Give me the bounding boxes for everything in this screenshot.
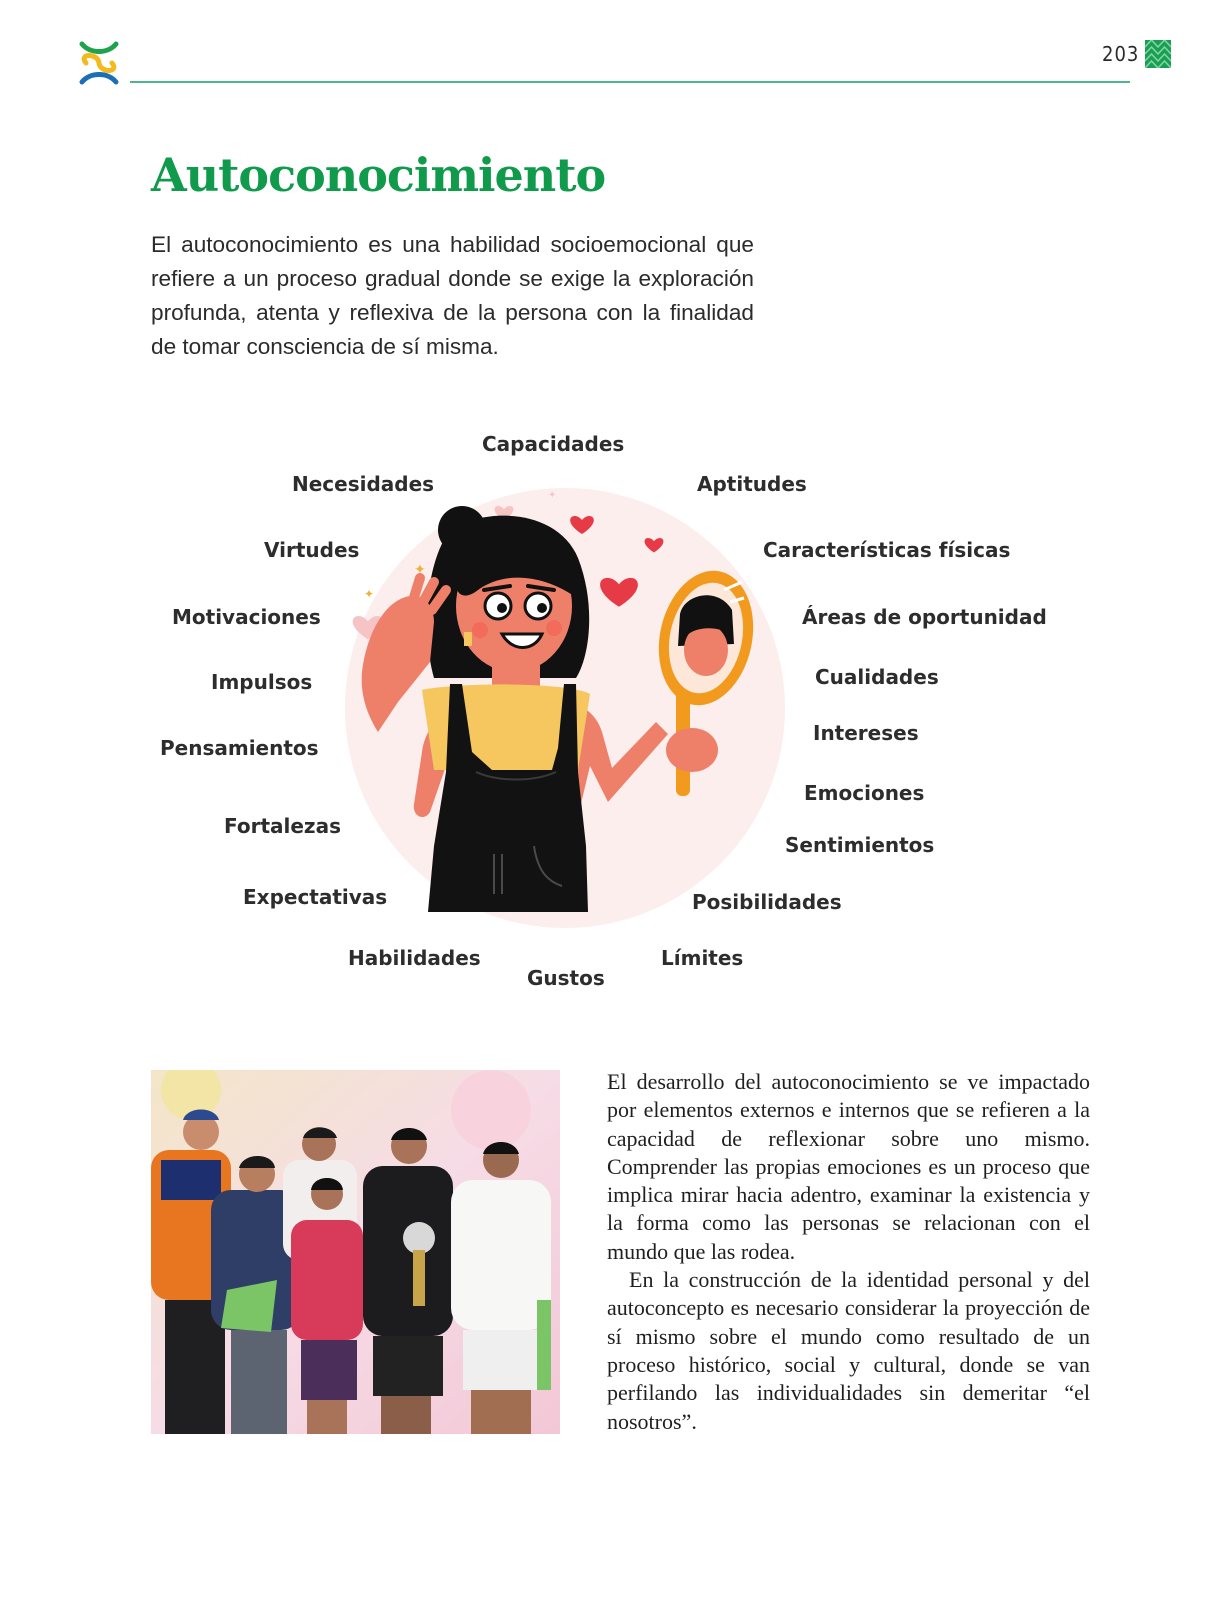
diagram-word: Aptitudes (697, 472, 807, 496)
pattern-tile-icon (1145, 40, 1171, 68)
diagram-word: Expectativas (243, 885, 388, 909)
intro-paragraph: El autoconocimiento es una habilidad socioemocional que refiere a un proceso gradual donde se exige la exploración profunda, atenta y reflexiva de la persona con la finalidad de tomar consciencia de sí misma. (151, 232, 754, 359)
diagram-word: Límites (661, 946, 744, 970)
book-logo-icon (76, 40, 122, 86)
diagram-word: Posibilidades (692, 890, 842, 914)
diagram-word: Habilidades (348, 946, 481, 970)
body-paragraph: El desarrollo del autoconocimiento se ve impactado por elementos externos e internos que se refieren a la capacidad de reflexionar sobre uno mismo. Comprender las propias emociones es un proceso que implica mirar hacia adentro, examinar la existencia y la forma como las personas se relacionan con el mundo que las rodea. (607, 1069, 1090, 1264)
page-number: 203 (1102, 42, 1140, 66)
diagram-word: Intereses (813, 721, 919, 745)
page-title: Autoconocimiento (151, 148, 606, 202)
diagram-word: Características físicas (763, 538, 1011, 562)
diagram-word: Necesidades (292, 472, 435, 496)
body-text (607, 1068, 1090, 1436)
diagram-word: Pensamientos (160, 736, 319, 760)
diagram-word: Gustos (527, 966, 605, 990)
diagram-word: Virtudes (264, 538, 360, 562)
diagram-word: Emociones (804, 781, 925, 805)
diagram-word: Fortalezas (224, 814, 341, 838)
header-rule (130, 81, 1130, 83)
svg-text:✦: ✦ (548, 490, 557, 501)
diagram-word: Motivaciones (172, 605, 321, 629)
group-photo (151, 1070, 560, 1434)
svg-text:✦: ✦ (364, 587, 375, 601)
diagram-word: Capacidades (482, 432, 625, 456)
self-knowledge-illustration (338, 486, 792, 932)
diagram-word: Cualidades (815, 665, 939, 689)
body-paragraph: En la construcción de la identidad personal y del autoconcepto es necesario considerar la proyección de sí mismo sobre el mundo como resultado de un proceso histórico, social y cultural, donde se van perfilando las individualidades sin demeritar “el nosotros”. (607, 1267, 1090, 1434)
svg-text:✦: ✦ (414, 561, 426, 577)
diagram-word: Áreas de oportunidad (802, 605, 1047, 629)
diagram-word: Impulsos (211, 670, 313, 694)
diagram-word: Sentimientos (785, 833, 935, 857)
